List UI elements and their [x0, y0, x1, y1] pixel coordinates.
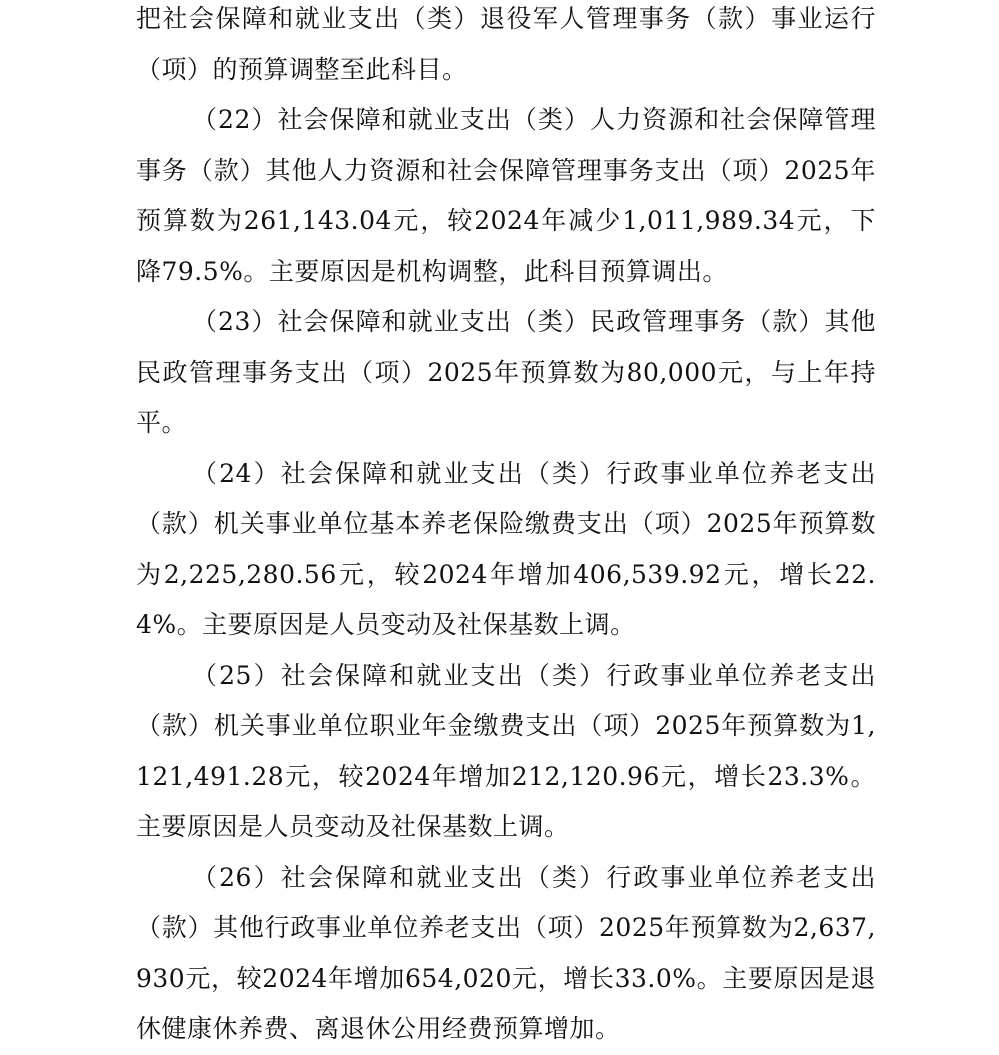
document-body — [136, 0, 876, 1055]
paragraph-item-23: （23）社会保障和就业支出（类）民政管理事务（款）其他民政管理事务支出（项）2025年预算数为80,000元，与上年持平。 — [136, 307, 876, 437]
paragraph-item-26: （26）社会保障和就业支出（类）行政事业单位养老支出（款）其他行政事业单位养老支出（项）2025年预算数为2,637,930元，较2024年增加654,020元，增长33.0%。主要原因是退休健康休养费、离退休公用经费预算增加。 — [136, 862, 876, 1043]
paragraph-item-25: （25）社会保障和就业支出（类）行政事业单位养老支出（款）机关事业单位职业年金缴费支出（项）2025年预算数为1,121,491.28元，较2024年增加212,120.96元，增长23.3%。主要原因是人员变动及社保基数上调。 — [136, 660, 876, 841]
paragraph-item-22: （22）社会保障和就业支出（类）人力资源和社会保障管理事务（款）其他人力资源和社会保障管理事务支出（项）2025年预算数为261,143.04元，较2024年减少1,011,989.34元，下降79.5%。主要原因是机构调整，此科目预算调出。 — [136, 105, 876, 286]
paragraph-continuation: 把社会保障和就业支出（类）退役军人管理事务（款）事业运行（项）的预算调整至此科目。 — [136, 4, 876, 84]
paragraph-item-24: （24）社会保障和就业支出（类）行政事业单位养老支出（款）机关事业单位基本养老保险缴费支出（项）2025年预算数为2,225,280.56元，较2024年增加406,539.92元，增长22.4%。主要原因是人员变动及社保基数上调。 — [136, 458, 876, 639]
